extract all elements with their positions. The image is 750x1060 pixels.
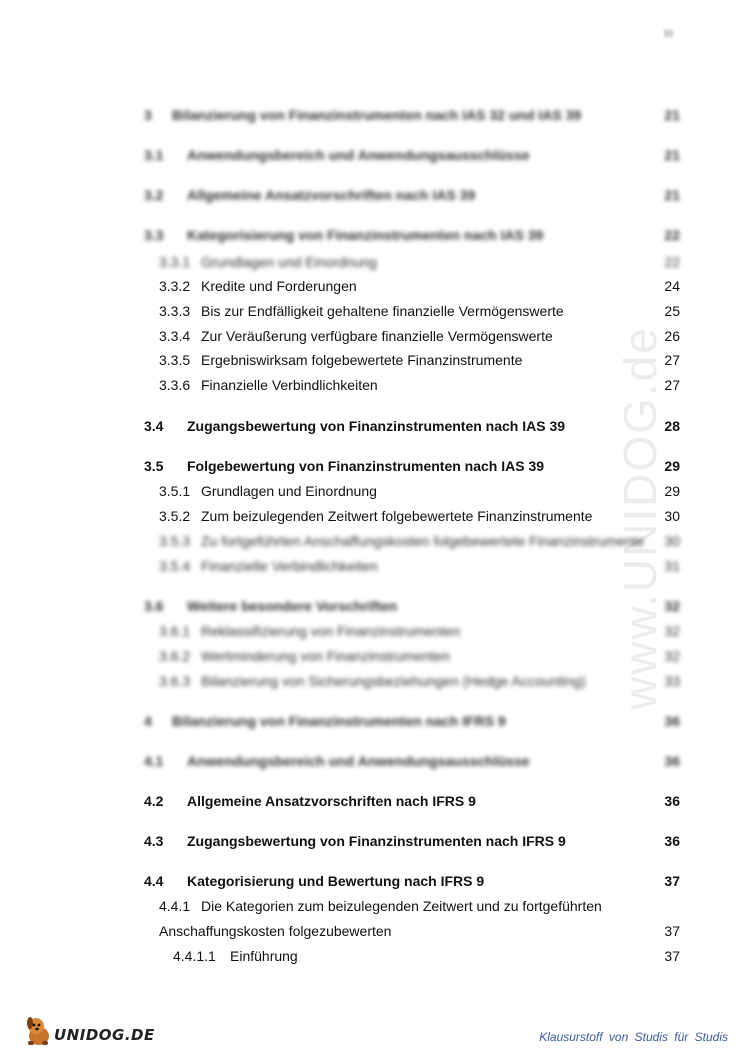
toc-entry-number: 3.3.1 <box>159 254 191 270</box>
toc-entry[interactable] <box>0 831 750 851</box>
toc-entry-number: 3.5.2 <box>159 508 191 524</box>
toc-entry[interactable] <box>0 416 750 436</box>
toc-entry-number: 4.4.1.1 <box>173 948 216 964</box>
toc-entry-number: 3.3.4 <box>159 328 191 344</box>
toc-entry-number: 3.5.3 <box>159 533 191 549</box>
toc-entry-page: 21 <box>664 147 680 163</box>
toc-entry-title: Bis zur Endfälligkeit gehaltene finanzielle Vermögenswerte <box>201 303 564 319</box>
toc-entry-title: Zu fortgeführten Anschaffungskosten folgebewertete Finanzinstrumente <box>201 533 645 549</box>
toc-entry[interactable] <box>0 145 750 165</box>
toc-entry[interactable] <box>0 671 750 691</box>
toc-entry-page: 27 <box>664 377 680 393</box>
toc-entry[interactable] <box>0 252 750 272</box>
toc-entry-title: Grundlagen und Einordnung <box>201 483 377 499</box>
toc-entry[interactable] <box>0 531 750 551</box>
toc-entry-number: 4.3 <box>144 833 164 849</box>
toc-entry-number: 4.4.1 <box>159 898 191 914</box>
toc-entry[interactable] <box>0 326 750 346</box>
toc-entry[interactable] <box>0 896 750 916</box>
toc-entry-title: Anwendungsbereich und Anwendungsausschlüsse <box>187 753 530 769</box>
toc-entry-page: 22 <box>664 254 680 270</box>
toc-entry-title: Anschaffungskosten folgezubewerten <box>159 923 392 939</box>
toc-entry-title: Allgemeine Ansatzvorschriften nach IAS 39 <box>187 187 476 203</box>
toc-entry-page: 32 <box>664 598 680 614</box>
toc-entry-page: 37 <box>664 948 680 964</box>
toc-entry-title: Zugangsbewertung von Finanzinstrumenten nach IFRS 9 <box>187 833 566 849</box>
toc-entry[interactable] <box>0 646 750 666</box>
footer-tagline: Klausurstoff von Studis für Studis <box>539 1030 728 1044</box>
toc-entry-page: 31 <box>664 558 680 574</box>
toc-entry-page: 30 <box>664 508 680 524</box>
toc-entry-number: 3.3 <box>144 227 164 243</box>
unidog-logo <box>22 1014 155 1050</box>
toc-entry-title: Die Kategorien zum beizulegenden Zeitwert und zu fortgeführten <box>201 898 602 914</box>
toc-entry[interactable] <box>0 481 750 501</box>
toc-entry[interactable] <box>0 225 750 245</box>
toc-entry-title: Weitere besondere Vorschriften <box>187 598 398 614</box>
toc-entry-title: Kategorisierung und Bewertung nach IFRS 9 <box>187 873 485 889</box>
toc-entry-page: 32 <box>664 623 680 639</box>
toc-entry-number: 3.3.3 <box>159 303 191 319</box>
toc-entry-page: 26 <box>664 328 680 344</box>
toc-entry-number: 3.6 <box>144 598 164 614</box>
toc-entry-page: 33 <box>664 673 680 689</box>
toc-entry[interactable] <box>0 105 750 125</box>
watermark: www.UNIDOG.de <box>614 326 666 710</box>
toc-entry-title: Bilanzierung von Sicherungsbeziehungen (Hedge Accounting) <box>201 673 586 689</box>
toc-entry-title: Ergebniswirksam folgebewertete Finanzinstrumente <box>201 352 523 368</box>
dog-mascot-icon <box>22 1014 56 1048</box>
toc-entry-page: 27 <box>664 352 680 368</box>
toc-entry-title: Finanzielle Verbindlichkeiten <box>201 377 378 393</box>
toc-entry-number: 3.5.4 <box>159 558 191 574</box>
toc-entry-page: 29 <box>664 458 680 474</box>
toc-entry-page: 22 <box>664 227 680 243</box>
toc-entry-title: Kredite und Forderungen <box>201 278 357 294</box>
toc-entry-title: Wertminderung von Finanzinstrumenten <box>201 648 450 664</box>
toc-entry-number: 4 <box>144 713 152 729</box>
toc-entry-title: Zugangsbewertung von Finanzinstrumenten nach IAS 39 <box>187 418 566 434</box>
toc-entry[interactable] <box>0 751 750 771</box>
toc-entry-title: Einführung <box>230 948 298 964</box>
toc-entry-number: 3.5 <box>144 458 164 474</box>
toc-entry[interactable] <box>0 556 750 576</box>
toc-entry-page: 24 <box>664 278 680 294</box>
toc-entry-title: Anwendungsbereich und Anwendungsausschlüsse <box>187 147 530 163</box>
toc-entry-number: 3.6.2 <box>159 648 191 664</box>
toc-entry-page: 21 <box>664 187 680 203</box>
toc-entry[interactable] <box>0 791 750 811</box>
toc-entry-number: 3 <box>144 107 152 123</box>
page-number: III <box>664 28 674 40</box>
toc-entry[interactable] <box>0 711 750 731</box>
toc-entry[interactable] <box>0 871 750 891</box>
toc-entry-title: Grundlagen und Einordnung <box>201 254 377 270</box>
toc-entry[interactable] <box>0 375 750 395</box>
toc-entry-page: 36 <box>664 833 680 849</box>
toc-entry[interactable] <box>0 185 750 205</box>
toc-entry-number: 3.6.1 <box>159 623 191 639</box>
toc-entry-page: 25 <box>664 303 680 319</box>
toc-entry-title: Zum beizulegenden Zeitwert folgebewertete Finanzinstrumente <box>201 508 593 524</box>
logo-text: UNIDOG.DE <box>54 1026 155 1044</box>
toc-entry-number: 3.2 <box>144 187 164 203</box>
toc-entry[interactable] <box>0 946 750 966</box>
toc-entry-title: Folgebewertung von Finanzinstrumenten nach IAS 39 <box>187 458 545 474</box>
toc-entry-number: 4.1 <box>144 753 164 769</box>
toc-entry-number: 3.4 <box>144 418 164 434</box>
toc-entry-page: 30 <box>664 533 680 549</box>
toc-entry-page: 28 <box>664 418 680 434</box>
toc-entry[interactable] <box>0 621 750 641</box>
toc-entry-page: 36 <box>664 753 680 769</box>
toc-entry-title: Bilanzierung von Finanzinstrumenten nach IFRS 9 <box>172 713 506 729</box>
toc-entry-page: 29 <box>664 483 680 499</box>
toc-entry-number: 3.6.3 <box>159 673 191 689</box>
toc-entry-number: 4.2 <box>144 793 164 809</box>
toc-entry[interactable] <box>0 350 750 370</box>
toc-entry[interactable] <box>0 276 750 296</box>
toc-entry-title: Zur Veräußerung verfügbare finanzielle Vermögenswerte <box>201 328 553 344</box>
toc-entry-page: 32 <box>664 648 680 664</box>
toc-entry-number: 3.3.6 <box>159 377 191 393</box>
toc-entry[interactable] <box>0 921 750 941</box>
toc-entry[interactable] <box>0 301 750 321</box>
toc-entry-title: Bilanzierung von Finanzinstrumenten nach IAS 32 und IAS 39 <box>172 107 582 123</box>
toc-entry-title: Kategorisierung von Finanzinstrumenten nach IAS 39 <box>187 227 544 243</box>
toc-entry-number: 3.5.1 <box>159 483 191 499</box>
toc-entry-title: Reklassifizierung von Finanzinstrumenten <box>201 623 461 639</box>
toc-entry-title: Allgemeine Ansatzvorschriften nach IFRS 9 <box>187 793 476 809</box>
toc-entry-number: 3.1 <box>144 147 164 163</box>
toc-entry-page: 36 <box>664 713 680 729</box>
toc-entry-page: 21 <box>664 107 680 123</box>
toc-entry[interactable] <box>0 456 750 476</box>
toc-entry-page: 36 <box>664 793 680 809</box>
toc-entry-number: 3.3.5 <box>159 352 191 368</box>
toc-entry-number: 3.3.2 <box>159 278 191 294</box>
toc-entry-page: 37 <box>664 923 680 939</box>
toc-entry-page: 37 <box>664 873 680 889</box>
toc-entry[interactable] <box>0 506 750 526</box>
toc-entry-number: 4.4 <box>144 873 164 889</box>
toc-entry-title: Finanzielle Verbindlichkeiten <box>201 558 378 574</box>
toc-entry[interactable] <box>0 596 750 616</box>
